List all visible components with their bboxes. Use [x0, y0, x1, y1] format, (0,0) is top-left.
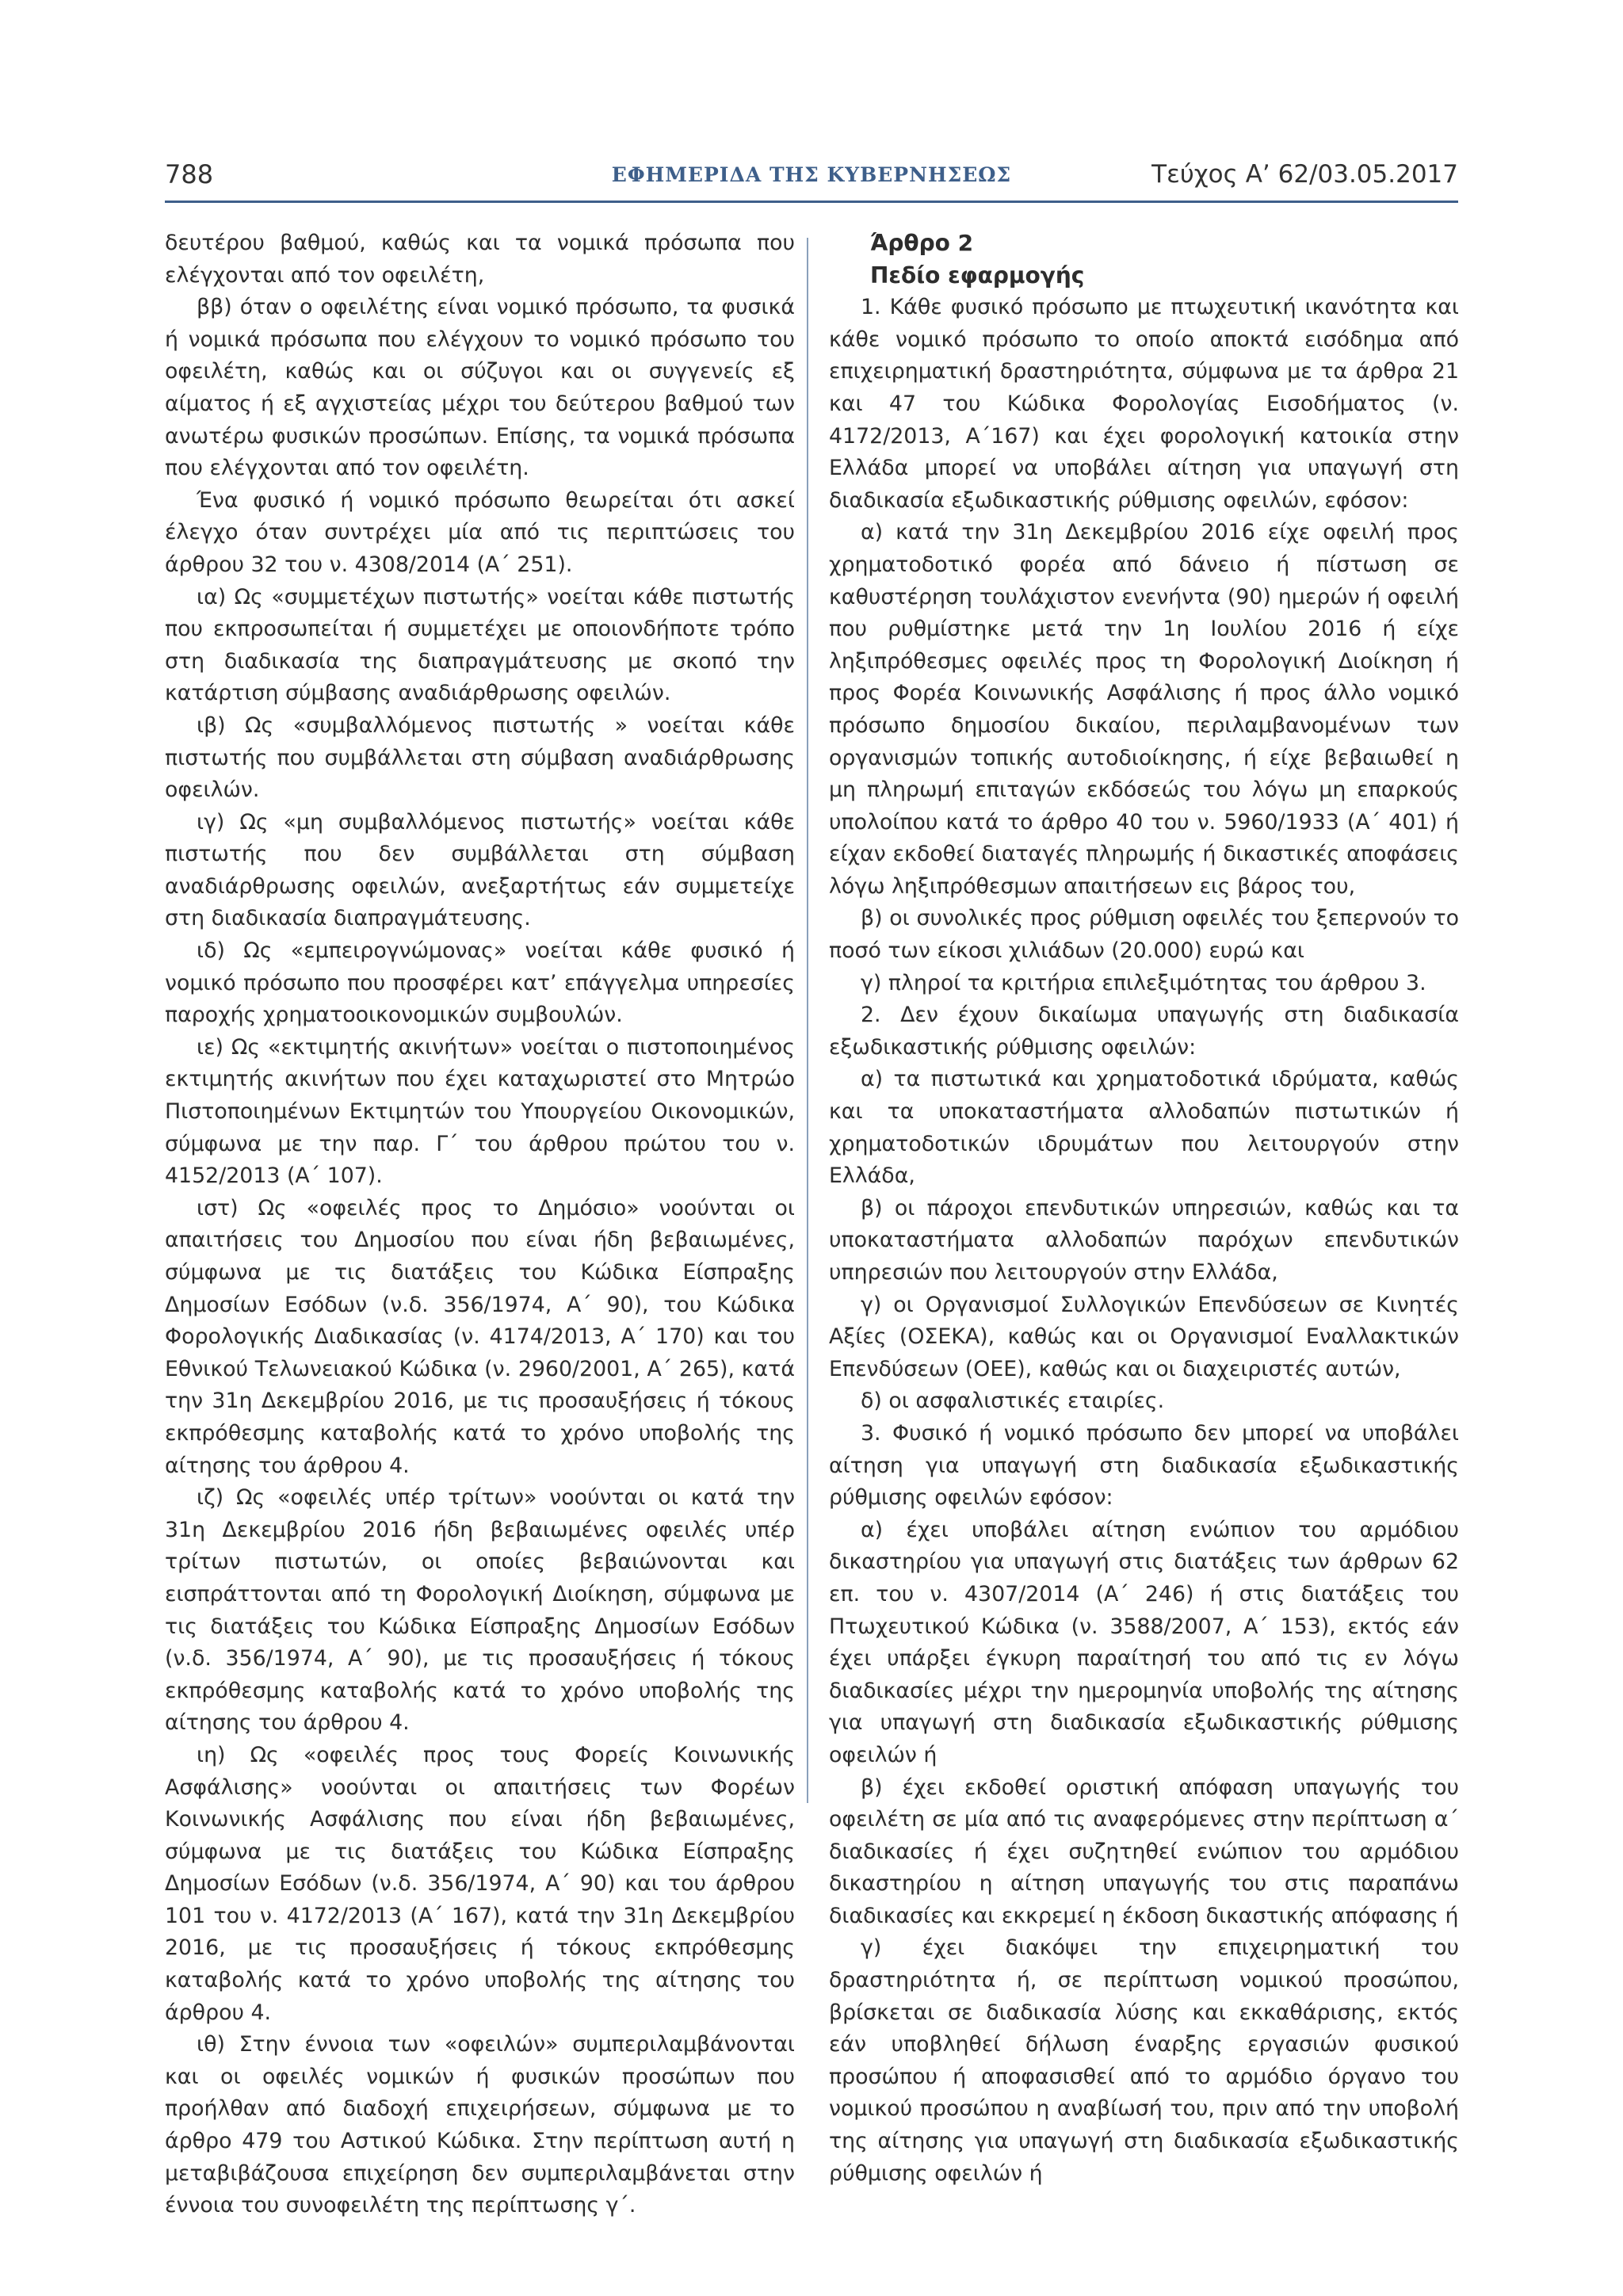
paragraph: ιζ) Ως «οφειλές υπέρ τρίτων» νοούνται οι κατά την 31η Δεκεμβρίου 2016 ήδη βεβαιωμένες οφειλές υπέρ τρίτων πιστωτών, οι οποίες βεβαιώνονται και εισπράττονται από τη Φορολογική Διοίκηση, σύμφωνα με τις διατάξεις του Κώδικα Είσπραξης Δημοσίων Εσόδων (ν.δ. 356/1974, Α΄ 90), με τις προσαυξήσεις ή τόκους εκπρόθεσμης καταβολής κατά το χρόνο υποβολής της αίτησης του άρθρου 4. — [165, 1485, 795, 1736]
paragraph: ιγ) Ως «μη συμβαλλόμενος πιστωτής» νοείται κάθε πιστωτής που δεν συμβάλλεται στη σύμβαση αναδιάρθρωσης οφειλών, ανεξαρτήτως εάν συμμετείχε στη διαδικασία διαπραγμάτευσης. — [165, 809, 795, 931]
page-header — [165, 157, 1458, 197]
paragraph: 1. Κάθε φυσικό πρόσωπο με πτωχευτική ικανότητα και κάθε νομικό πρόσωπο το οποίο αποκτά εισόδημα από επιχειρηματική δραστηριότητα, σύμφωνα με τα άρθρα 21 και 47 του Κώδικα Φορολογίας Εισοδήματος (ν. 4172/2013, Α΄167) και έχει φορολογική κατοικία στην Ελλάδα μπορεί να υποβάλει αίτηση για υπαγωγή στη διαδικασία εξωδικαστικής ρύθμισης οφειλών, εφόσον: — [829, 295, 1459, 513]
left-column — [165, 227, 795, 2218]
paragraph: α) κατά την 31η Δεκεμβρίου 2016 είχε οφειλή προς χρηματοδοτικό φορέα από δάνειο ή πίστωση σε καθυστέρηση τουλάχιστον ενενήντα (90) ημερών ή οφειλή που ρυθμίστηκε μετά την 1η Ιουλίου 2016 ή είχε ληξιπρόθεσμες οφειλές προς τη Φορολογική Διοίκηση ή προς Φορέα Κοινωνικής Ασφάλισης ή προς άλλο νομικό πρόσωπο δημοσίου δικαίου, περιλαμβανομένων των οργανισμών τοπικής αυτοδιοίκησης, ή είχε βεβαιωθεί η μη πληρωμή επιταγών εκδόσεώς του λόγω μη επαρκούς υπολοίπου κατά το άρθρο 40 του ν. 5960/1933 (Α΄ 401) ή είχαν εκδοθεί διαταγές πληρωμής ή δικαστικές αποφάσεις λόγω ληξιπρόθεσμων απαιτήσεων εις βάρος του, — [829, 520, 1459, 899]
journal-title: ΕΦΗΜΕΡΙΔΑ ΤΗΣ ΚΥΒΕΡΝΗΣΕΩΣ — [611, 163, 1012, 186]
paragraph: Ένα φυσικό ή νομικό πρόσωπο θεωρείται ότι ασκεί έλεγχο όταν συντρέχει μία από τις περιπτώσεις του άρθρου 32 του ν. 4308/2014 (Α΄ 251). — [165, 487, 795, 577]
paragraph: α) έχει υποβάλει αίτηση ενώπιον του αρμόδιου δικαστηρίου για υπαγωγή στις διατάξεις των άρθρων 62 επ. του ν. 4307/2014 (Α΄ 246) ή στις διατάξεις του Πτωχευτικού Κώδικα (ν. 3588/2007, Α΄ 153), εκτός εάν έχει υπάρξει έγκυρη παραίτησή του από τις εν λόγω διαδικασίες μέχρι την ημερομηνία υποβολής της αίτησης για υπαγωγή στη διαδικασία εξωδικαστικής ρύθμισης οφειλών ή — [829, 1517, 1459, 1767]
column-divider — [807, 238, 808, 1803]
paragraph: ιστ) Ως «οφειλές προς το Δημόσιο» νοούνται οι απαιτήσεις του Δημοσίου που είναι ήδη βεβαιωμένες, σύμφωνα με τις διατάξεις του Κώδικα Είσπραξης Δημοσίων Εσόδων (ν.δ. 356/1974, Α΄ 90), του Κώδικα Φορολογικής Διαδικασίας (ν. 4174/2013, Α΄ 170) και του Εθνικού Τελωνειακού Κώδικα (ν. 2960/2001, Α΄ 265), κατά την 31η Δεκεμβρίου 2016, με τις προσαυξήσεις ή τόκους εκπρόθεσμης καταβολής κατά το χρόνο υποβολής της αίτησης του άρθρου 4. — [165, 1195, 795, 1478]
paragraph: β) οι συνολικές προς ρύθμιση οφειλές του ξεπερνούν το ποσό των είκοσι χιλιάδων (20.000) ευρώ και — [829, 906, 1459, 964]
paragraph: 2. Δεν έχουν δικαίωμα υπαγωγής στη διαδικασία εξωδικαστικής ρύθμισης οφειλών: — [829, 1003, 1459, 1060]
paragraph: ιδ) Ως «εμπειρογνώμονας» νοείται κάθε φυσικό ή νομικό πρόσωπο που προσφέρει κατ’ επάγγελμα υπηρεσίες παροχής χρηματοοικονομικών συμβουλών. — [165, 938, 795, 1028]
issue-reference: Τεύχος A’ 62/03.05.2017 — [1151, 160, 1458, 189]
article-title: Άρθρο 2 — [870, 230, 974, 256]
paragraph: ια) Ως «συμμετέχων πιστωτής» νοείται κάθε πιστωτής που εκπροσωπείται ή συμμετέχει με οποιονδήποτε τρόπο στη διαδικασία της διαπραγμάτευσης με σκοπό την κατάρτιση σύμβασης αναδιάρθρωσης οφειλών. — [165, 584, 795, 706]
paragraph: γ) έχει διακόψει την επιχειρηματική του δραστηριότητα ή, σε περίπτωση νομικού προσώπου, βρίσκεται σε διαδικασία λύσης και εκκαθάρισης, εκτός εάν υποβληθεί δήλωση έναρξης εργασιών φυσικού προσώπου ή αποφασισθεί από το αρμόδιο όργανο του νομικού προσώπου η αναβίωσή του, πριν από την υποβολή της αίτησης για υπαγωγή στη διαδικασία εξωδικαστικής ρύθμισης οφειλών ή — [829, 1935, 1459, 2186]
paragraph: β) οι πάροχοι επενδυτικών υπηρεσιών, καθώς και τα υποκαταστήματα αλλοδαπών παρόχων επενδυτικών υπηρεσιών που λειτουργούν στην Ελλάδα, — [829, 1195, 1459, 1285]
paragraph: γ) οι Οργανισμοί Συλλογικών Επενδύσεων σε Κινητές Αξίες (ΟΣΕΚΑ), καθώς και οι Οργανισμοί Εναλλακτικών Επενδύσεων (ΟΕΕ), καθώς και οι διαχειριστές αυτών, — [829, 1292, 1459, 1381]
right-column — [829, 227, 1459, 2186]
paragraph: 3. Φυσικό ή νομικό πρόσωπο δεν μπορεί να υποβάλει αίτηση για υπαγωγή στη διαδικασία εξωδικαστικής ρύθμισης οφειλών εφόσον: — [829, 1420, 1459, 1511]
paragraph: ββ) όταν ο οφειλέτης είναι νομικό πρόσωπο, τα φυσικά ή νομικά πρόσωπα που ελέγχουν το νομικό πρόσωπο του οφειλέτη, καθώς και οι σύζυγοι και οι συγγενείς εξ αίματος ή εξ αγχιστείας μέχρι του δεύτερου βαθμού των ανωτέρω φυσικών προσώπων. Επίσης, τα νομικά πρόσωπα που ελέγχονται από τον οφειλέτη. — [165, 295, 795, 481]
paragraph: δ) οι ασφαλιστικές εταιρίες. — [861, 1389, 1165, 1414]
page-number: 788 — [165, 159, 214, 189]
paragraph: ιβ) Ως «συμβαλλόμενος πιστωτής » νοείται κάθε πιστωτής που συμβάλλεται στη σύμβαση αναδιάρθρωσης οφειλών. — [165, 712, 795, 803]
paragraph: ιη) Ως «οφειλές προς τους Φορείς Κοινωνικής Ασφάλισης» νοούνται οι απαιτήσεις των Φορέων Κοινωνικής Ασφάλισης που είναι ήδη βεβαιωμένες, σύμφωνα με τις διατάξεις του Κώδικα Είσπραξης Δημοσίων Εσόδων (ν.δ. 356/1974, Α΄ 90) και του άρθρου 101 του ν. 4172/2013 (Α΄ 167), κατά την 31η Δεκεμβρίου 2016, με τις προσαυξήσεις ή τόκους εκπρόθεσμης καταβολής κατά το χρόνο υποβολής της αίτησης του άρθρου 4. — [165, 1742, 795, 2025]
paragraph: β) έχει εκδοθεί οριστική απόφαση υπαγωγής του οφειλέτη σε μία από τις αναφερόμενες στην περίπτωση α΄ διαδικασίες ή έχει συζητηθεί ενώπιον του αρμόδιου δικαστηρίου η αίτηση υπαγωγής του στις παραπάνω διαδικασίες και εκκρεμεί η έκδοση δικαστικής απόφασης ή — [829, 1775, 1459, 1928]
paragraph: α) τα πιστωτικά και χρηματοδοτικά ιδρύματα, καθώς και τα υποκαταστήματα αλλοδαπών πιστωτικών ή χρηματοδοτικών ιδρυμάτων που λειτουργούν στην Ελλάδα, — [829, 1067, 1459, 1189]
paragraph: ιε) Ως «εκτιμητής ακινήτων» νοείται ο πιστοποιημένος εκτιμητής ακινήτων που έχει καταχωριστεί στο Μητρώο Πιστοποιημένων Εκτιμητών του Υπουργείου Οικονομικών, σύμφωνα με την παρ. Γ΄ του άρθρου πρώτου του ν. 4152/2013 (Α΄ 107). — [165, 1034, 795, 1189]
article-subtitle: Πεδίο εφαρμογής — [870, 262, 1085, 288]
paragraph: δευτέρου βαθμού, καθώς και τα νομικά πρόσωπα που ελέγχονται από τον οφειλέτη, — [165, 231, 795, 288]
paragraph: ιθ) Στην έννοια των «οφειλών» συμπεριλαμβάνονται και οι οφειλές νομικών ή φυσικών προσώπων που προήλθαν από διαδοχή επιχειρήσεων, σύμφωνα με το άρθρο 479 του Αστικού Κώδικα. Στην περίπτωση αυτή η μεταβιβάζουσα επιχείρηση δεν συμπεριλαμβάνεται στην έννοια του συνοφειλέτη της περίπτωσης γ΄. — [165, 2032, 795, 2218]
paragraph: γ) πληροί τα κριτήρια επιλεξιμότητας του άρθρου 3. — [861, 970, 1426, 995]
header-rule — [165, 201, 1458, 203]
